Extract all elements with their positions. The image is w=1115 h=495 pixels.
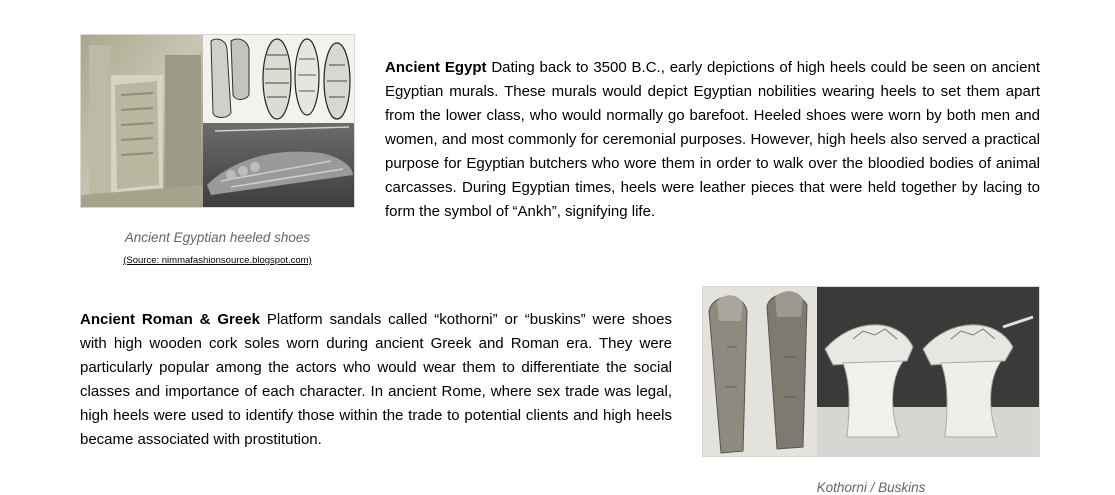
roman-greek-paragraph <box>80 308 672 452</box>
kothorni-caption: Kothorni / Buskins <box>816 480 926 495</box>
egypt-image-caption: Ancient Egyptian heeled shoes <box>124 230 311 245</box>
egyptian-shoes-collage <box>81 35 355 208</box>
egypt-image-source <box>80 255 355 266</box>
egypt-text: Dating back to 3500 B.C., early depictions of high heels could be seen on ancient Egyptian murals. These murals would depict Egyptian nobilities wearing heels to set them apart from the lower class, who would normally go barefoot. Heeled shoes were worn by both men and women, and most commonly for ceremonial purposes. However, high heels also served a practical purpose for Egyptian butchers who wore them in order to walk over the bloodied bodies of animal carcasses. During Egyptian times, heels were leather pieces that were held together by lacing to form the symbol of “Ankh”, signifying life. <box>385 59 1040 220</box>
kothorni-image <box>702 286 1040 457</box>
egyptian-shoes-image <box>80 34 355 208</box>
egypt-heading: Ancient Egypt <box>385 59 487 76</box>
roman-greek-text: Platform sandals called “kothorni” or “buskins” were shoes with high wooden cork soles worn during ancient Greek and Roman era. They were particularly popular among the actors who would wear them to differentiate the social classes and importance of each character. In ancient Rome, where sex trade was legal, high heels were used to identify those within the trade to potential clients and high heels became associated with prostitution. <box>80 311 672 448</box>
kothorni-collage <box>703 287 1040 457</box>
source-link[interactable]: (Source: nimmafashionsource.blogspot.com) <box>123 255 312 266</box>
roman-greek-heading: Ancient Roman & Greek <box>80 311 260 328</box>
egypt-paragraph <box>385 56 1040 224</box>
